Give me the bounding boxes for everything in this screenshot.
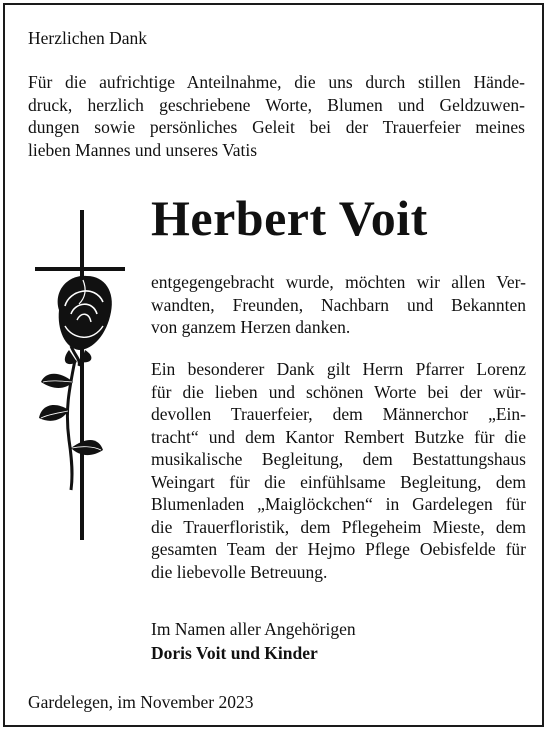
special-line: die Trauerfloristik, dem Pflegeheim Mieste, dem bbox=[151, 516, 526, 537]
intro-line: Für die aufrichtige Anteilnahme, die uns durch stillen Hände- bbox=[28, 72, 525, 92]
intro-line: dungen sowie persönliches Geleit bei der Trauerfeier meines bbox=[28, 117, 525, 137]
special-line: Blumenladen „Maiglöckchen“ in Gardelegen für bbox=[151, 494, 526, 514]
cross-with-rose-icon bbox=[35, 210, 135, 540]
thanks-line: wandten, Freunden, Nachbarn und Bekannten bbox=[151, 294, 526, 315]
special-line: devollen Trauerfeier, dem Männerchor „Ein- bbox=[151, 404, 526, 424]
special-line: Ein besonderer Dank gilt Herrn Pfarrer Lorenz bbox=[151, 359, 526, 379]
thanks-line: von ganzem Herzen danken. bbox=[151, 317, 351, 337]
special-line: gesamten Team der Hejmo Pflege Oebisfelde für bbox=[151, 539, 526, 559]
obituary-notice bbox=[3, 3, 544, 727]
special-line: musikalische Begleitung, dem Bestattungshaus bbox=[151, 449, 526, 469]
thanks-paragraph bbox=[151, 271, 526, 339]
signatories: Doris Voit und Kinder bbox=[151, 643, 318, 663]
intro-line: druck, herzlich geschriebene Worte, Blumen und Geldzuwen- bbox=[28, 94, 525, 115]
special-line: für die lieben und schönen Worte bei der wür- bbox=[151, 381, 526, 402]
notice-heading: Herzlichen Dank bbox=[28, 28, 148, 48]
place-date: Gardelegen, im November 2023 bbox=[28, 692, 254, 712]
intro-line: lieben Mannes und unseres Vatis bbox=[28, 139, 258, 160]
special-line: die liebevolle Betreuung. bbox=[151, 561, 328, 582]
special-thanks-paragraph bbox=[151, 358, 526, 583]
thanks-line: entgegengebracht wurde, möchten wir allen Ver- bbox=[151, 272, 526, 292]
special-line: Weingart für die einfühlsame Begleitung, dem bbox=[151, 471, 526, 492]
signoff-line: Im Namen aller Angehörigen bbox=[151, 619, 356, 639]
intro-paragraph bbox=[28, 71, 525, 161]
deceased-name: Herbert Voit bbox=[151, 190, 428, 246]
special-line: tracht“ und dem Kantor Rembert Butzke für die bbox=[151, 426, 526, 447]
